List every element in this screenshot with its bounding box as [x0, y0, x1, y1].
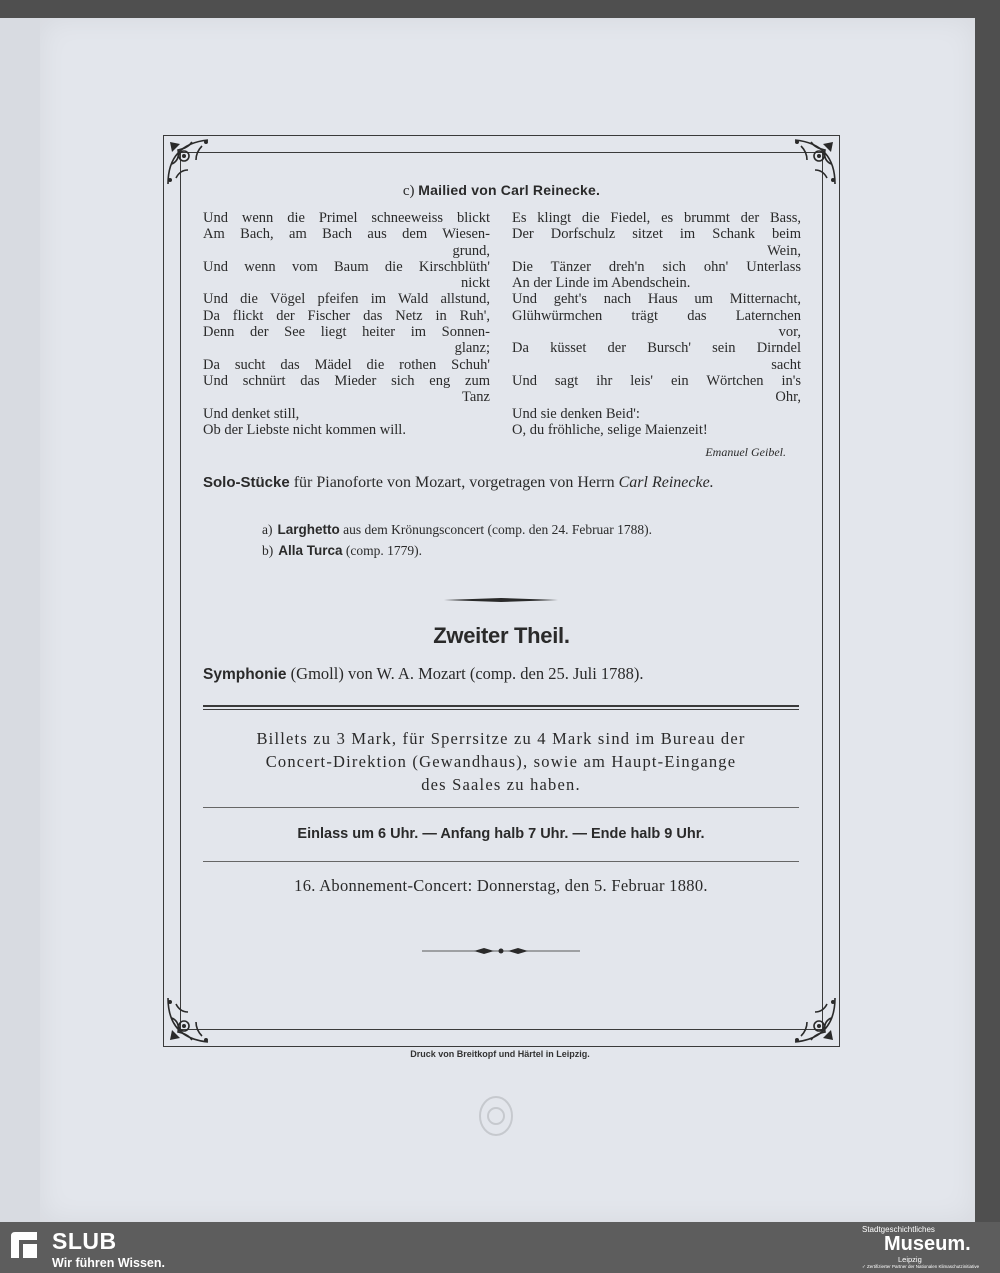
sheet-fold-edge [0, 18, 40, 1222]
poem-line: Ohr, [775, 389, 801, 406]
slub-name[interactable]: SLUB [52, 1228, 117, 1254]
tickets-info [203, 727, 799, 796]
piece-a-label: a) [262, 522, 273, 537]
tickets-line: Billets zu 3 Mark, für Sperrsitze zu 4 Mark sind im Bureau der [256, 729, 746, 748]
poem-line: Und schnürt das Mieder sich eng zum [203, 372, 490, 389]
museum-city: Leipzig [898, 1255, 922, 1264]
poem-attribution: Emanuel Geibel. [705, 445, 786, 459]
piece-a-text: aus dem Krönungsconcert (comp. den 24. Februar 1788). [339, 522, 653, 537]
poem-right-column [512, 210, 801, 438]
museum-top-label: Stadtgeschichtliches [862, 1225, 935, 1234]
poem-line: nickt [461, 275, 490, 292]
symphony-title: Symphonie [203, 666, 287, 683]
library-stamp-icon [478, 1095, 514, 1137]
solo-text: für Pianoforte von Mozart, vorgetragen von Herrn [289, 474, 619, 491]
schedule-times: Einlass um 6 Uhr. — Anfang halb 7 Uhr. — Ende halb 9 Uhr. [297, 826, 705, 842]
end-ornament-icon [422, 942, 580, 950]
poem-line: Am Bach, am Bach aus dem Wiesen- [203, 226, 490, 243]
poem-line: Tanz [462, 389, 490, 406]
poem-line: Glühwürmchen trägt das Laternchen [512, 307, 801, 324]
poem-line: Denn der See liegt heiter im Sonnen- [203, 324, 490, 341]
poem-line: Ob der Liebste nicht kommen will. [203, 421, 406, 438]
poem-line: Und sie denken Beid': [512, 405, 640, 422]
poem-line: Da sucht das Mädel die rothen Schuh' [203, 356, 490, 373]
solo-performer: Carl Reinecke. [618, 474, 714, 491]
poem-line: Und geht's nach Haus um Mitternacht, [512, 291, 801, 308]
symphony-text: (Gmoll) von W. A. Mozart (comp. den 25. Juli 1788). [286, 664, 644, 683]
corner-ornament-icon [162, 992, 218, 1048]
poem-line: Es klingt die Fiedel, es brummt der Bass, [512, 210, 801, 226]
printer-imprint: Druck von Breitkopf und Härtel in Leipzig. [410, 1049, 590, 1059]
section-divider-ornament [444, 590, 558, 596]
song-label: c) [402, 183, 415, 199]
poem-line: Und denket still, [203, 405, 300, 422]
symphony-line [203, 664, 803, 684]
song-title: Mailied von Carl Reinecke. [418, 182, 601, 198]
poem-line: An der Linde im Abendschein. [512, 275, 691, 292]
museum-name: Museum. [884, 1233, 971, 1255]
piece-a [262, 522, 652, 538]
next-concert-notice: 16. Abonnement-Concert: Donnerstag, den 5. Februar 1880. [294, 876, 708, 895]
slub-tagline: Wir führen Wissen. [52, 1256, 165, 1270]
double-rule-divider [203, 705, 799, 710]
poem-line: Und die Vögel pfeifen im Wald allstund, [203, 291, 490, 308]
poem-line: O, du fröhliche, selige Maienzeit! [512, 421, 708, 438]
divider-rule [203, 861, 799, 862]
poem-line: Und sagt ihr leis' ein Wörtchen in's [512, 372, 801, 389]
museum-note: ✓ Zertifizierter Partner der Nationalen Klimaschutzinitiative [862, 1264, 980, 1269]
poem-line: grund, [452, 242, 490, 259]
poem-line: vor, [778, 324, 801, 341]
poem-line: sacht [771, 356, 801, 373]
poem-line: Der Dorfschulz sitzet im Schank beim [512, 226, 801, 243]
tickets-line: des Saales zu haben. [421, 775, 581, 794]
poem-line: glanz; [454, 340, 490, 357]
piece-b-label: b) [262, 543, 274, 558]
tickets-line: Concert-Direktion (Gewandhaus), sowie am Haupt-Eingange [265, 752, 737, 771]
piece-b-title: Alla Turca [278, 543, 343, 558]
poem-line: Da küsset der Bursch' sein Dirndel [512, 340, 801, 357]
poem-left-column [203, 210, 490, 438]
poem-line: Wein, [767, 242, 801, 259]
slub-logo-icon[interactable] [7, 1228, 41, 1262]
piece-b [262, 543, 422, 559]
poem-line: Und wenn die Primel schneeweiss blickt [203, 210, 490, 226]
museum-logo[interactable] [862, 1224, 996, 1271]
poem-line: Da flickt der Fischer das Netz in Ruh', [203, 307, 490, 324]
solo-pieces-paragraph [203, 473, 803, 492]
divider-rule [203, 807, 799, 808]
section-title: Zweiter Theil. [433, 623, 570, 648]
song-heading [180, 182, 823, 200]
poem-line: Die Tänzer dreh'n sich ohn' Unterlass [512, 258, 801, 275]
corner-ornament-icon [785, 992, 841, 1048]
piece-b-text: (comp. 1779). [342, 543, 423, 558]
piece-a-title: Larghetto [277, 522, 340, 537]
solo-title: Solo-Stücke [203, 474, 290, 491]
poem-line: Und wenn vom Baum die Kirschblüth' [203, 258, 490, 275]
